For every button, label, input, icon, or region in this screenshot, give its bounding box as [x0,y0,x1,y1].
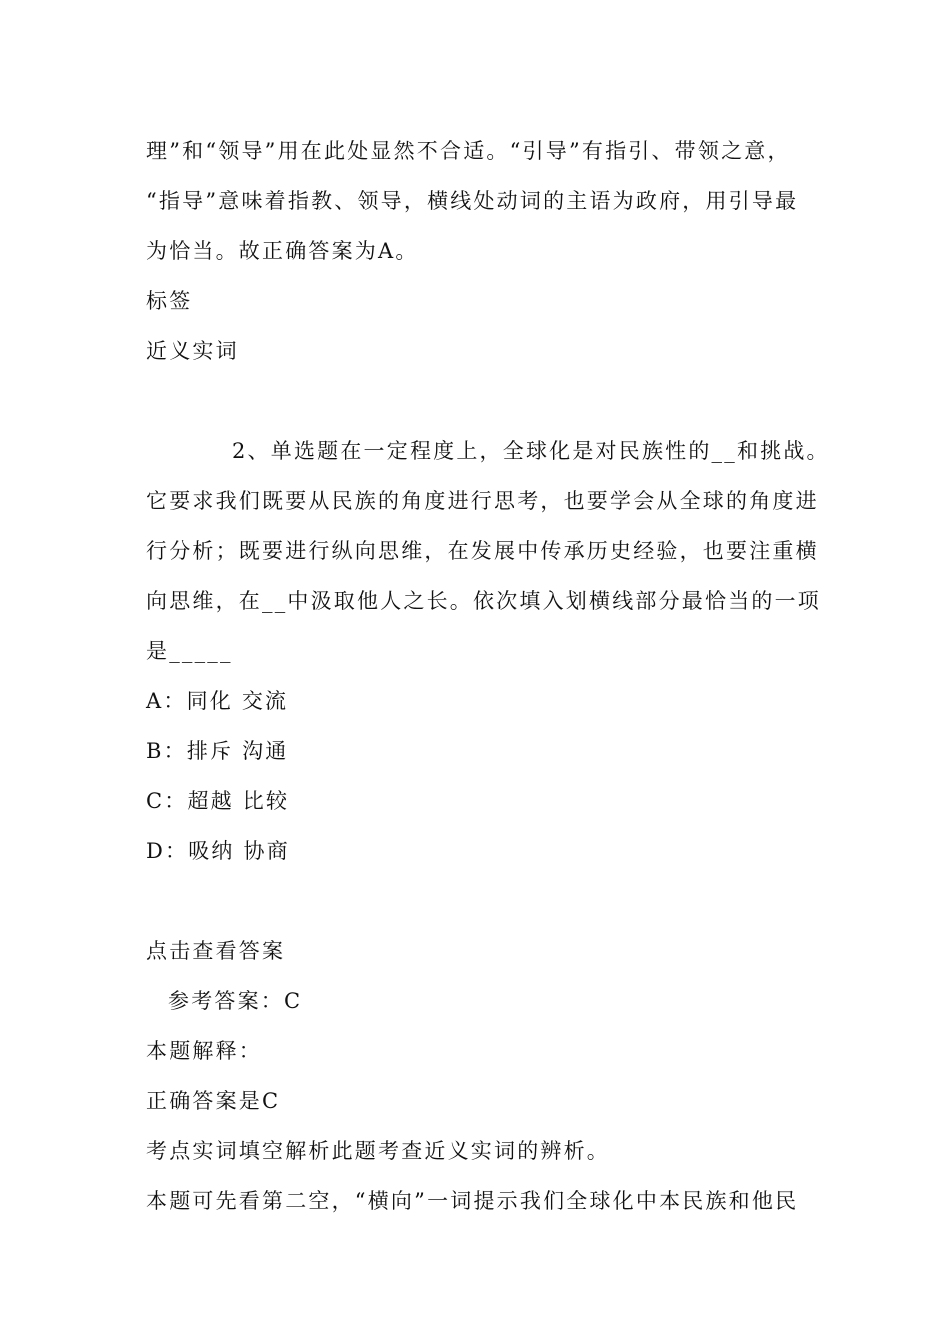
tag-value: 近义实词 [146,339,239,363]
question-stem-line-4: 向思维，在__中汲取他人之长。依次填入划横线部分最恰当的一项 [146,589,821,613]
question-stem-line-1: 2、单选题在一定程度上，全球化是对民族性的__和挑战。 [232,439,830,463]
question-stem-line-2: 它要求我们既要从民族的角度进行思考，也要学会从全球的角度进 [146,489,819,513]
option-c: C：超越 比较 [146,789,290,813]
show-answer-link[interactable]: 点击查看答案 [146,939,286,963]
reference-answer: 参考答案：C [168,989,303,1013]
question-stem-line-3: 行分析；既要进行纵向思维，在发展中传承历史经验，也要注重横 [146,539,819,563]
prev-explanation-line-3: 为恰当。故正确答案为A。 [146,239,419,263]
prev-explanation-line-1: 理”和“领导”用在此处显然不合适。“引导”有指引、带领之意， [146,139,791,163]
correct-answer: 正确答案是C [146,1089,281,1113]
tag-label: 标签 [146,289,193,313]
explanation-heading: 本题解释： [146,1039,262,1063]
analysis-line-2: 本题可先看第二空，“横向”一词提示我们全球化中本民族和他民 [146,1189,799,1213]
option-a: A：同化 交流 [146,689,289,713]
prev-explanation-line-2: “指导”意味着指教、领导，横线处动词的主语为政府，用引导最 [146,189,799,213]
option-b: B：排斥 沟通 [146,739,289,763]
question-stem-line-5: 是_____ [146,639,233,663]
analysis-line-1: 考点实词填空解析此题考查近义实词的辨析。 [146,1139,610,1163]
option-d: D：吸纳 协商 [146,839,290,863]
